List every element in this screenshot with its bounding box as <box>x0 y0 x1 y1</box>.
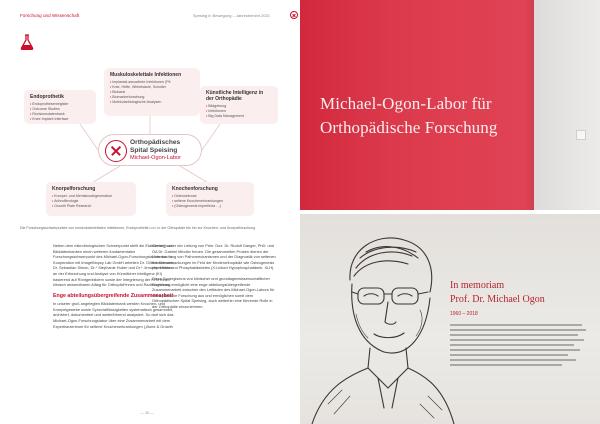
running-header: Spesing in Bewegung – Jahresbericht 2021 <box>192 13 270 18</box>
list-item: • Biobank <box>110 90 194 95</box>
list-item: • seltene Knochenerkrankungen <box>172 199 248 204</box>
photo-lab-sign <box>300 0 600 210</box>
paragraph: In unserer groß angelegten Bilddatenbank werden Knochen- und Knorpelgewebe sowie Synovialflüssigkeiten systematisch gesammelt, archiviert, dokumentiert und weiterführend analysiert. So darf sich das Michael-Ogon-Forschungslabor über eine Zusammenarbeit mit dem Expertisezentrum für seltene Knochenerkrankungen („Bone & Growth <box>53 301 174 329</box>
list-item: • Knie, Hüfte, Wirbelsäule, Schulter <box>110 85 194 90</box>
memoriam-years: 1960 – 2018 <box>450 311 478 317</box>
portrait-drawing <box>308 218 458 424</box>
list-item: • Revisionsdatenbank <box>30 112 90 117</box>
list-item: • Biomarkerforschung <box>110 95 194 100</box>
box-title: Künstliche Intelligenz in der Orthopädie <box>206 90 264 102</box>
box-title: Muskuloskelettale Infektionen <box>110 72 182 78</box>
paragraph: Neben dem mikrobiologischen Schwerpunkt stellt die Etablierung von Bilddatenbanken einen weiteren fundamentalen Forschungsschwerpunkt des Michael-Ogon-Forschungslabors dar. In Kooperation mit ImageBiopsy Lab GmbH arbeiten Dr. Gilbert Schwarz, Dr. Sebastian Simon, Dr.* Stephanie Huber und Dr.* Jennyfer Mitterer an der Erforschung und Analyse von Künstlicher Intelligenz (KI) basierend auf Röntgenbildern sowie der Integrierung der KI in einen klinisch anwendbaren Alltag für Orthopäd*innen und Radiolog*innen. <box>53 243 175 288</box>
memoriam-illegible-text <box>450 324 590 369</box>
hub-line-3: Michael-Ogon-Labor <box>130 155 181 161</box>
research-diagram <box>20 62 282 222</box>
list-item: • Implantat-assoziierte Infektionen (Ptl <box>110 80 194 85</box>
page-number: — 36 — <box>140 411 154 415</box>
list-item: • Knee Implant Interface <box>30 117 90 122</box>
diagram-caption: Die Forschungsschwerpunkte von muskuloskelettalen Infektionen, Endoprothetik u.m. in der Orthopädie bis hin zur Knochen- und Knorpelforschung <box>20 226 256 230</box>
list-item: • (Osteogenesis imperfecta …) <box>172 204 248 209</box>
section-title: Forschung und Wissenschaft <box>20 13 80 18</box>
box-endoprothetik <box>24 90 96 124</box>
list-item: • Arthrofibrologie <box>52 199 130 204</box>
hub-line-1: Orthopädisches <box>130 139 181 146</box>
list-item: • Growth Plate Research <box>52 204 130 209</box>
box-knorpelforschung <box>46 182 136 216</box>
wall-sign-line-2: Orthopädische Forschung <box>320 118 498 137</box>
list-item: • Big Data Management <box>206 114 272 119</box>
ogon-logo-icon <box>105 140 127 162</box>
box-knochenforschung <box>166 182 254 216</box>
hub-orthopaedisches-spital <box>98 134 202 166</box>
paragraph: Center“) unter der Leitung von Prim. Doz. Dr. Rudolf Ganger, PhD. und OA Dr. Gabriel Mindler freuen. Die gesammelten Proben dienen der Untersuchung von Pathomechanismen und der Diagnostik von seltenen Knochenerkrankungen im Feld der Kinderorthopädie wie Osteogenesis imperfecta und Phosphatdiabetes (X-Linked Hypophosphatämie, XLH). <box>152 243 276 271</box>
wall-socket-icon <box>576 130 586 140</box>
photo-memorial-wall <box>300 214 600 424</box>
list-item: • Bildgebung <box>206 104 272 109</box>
paragraph: Diese Synergismus von klinischer und grundlagenwissenschaftlicher Forschung ermöglicht eine enge abteilungsübergreifende Zusammenarbeit zwischen den Leitfaden des Michael-Ogon-Labors für Orthopädische Forschung aus und ermöglichen somit dem Orthopädischen Spital Speising, auch weiterhin eine führende Rolle in der Orthopädie einzunehmen. <box>152 275 275 309</box>
list-item: • Outcome Studies <box>30 107 90 112</box>
box-muskuloskelettale-infektionen <box>104 68 200 116</box>
box-kuenstliche-intelligenz <box>200 86 278 124</box>
memoriam-name: Prof. Dr. Michael Ogon <box>450 294 545 305</box>
list-item: • Knorpel- und Meniskusdegeneration <box>52 194 130 199</box>
wall-sign-line-1: Michael-Ogon-Labor für <box>320 94 492 113</box>
list-item: • Osteonekrose <box>172 194 248 199</box>
list-item: • Endoprothesenregister <box>30 102 90 107</box>
box-title: Knochenforschung <box>172 186 218 192</box>
ogon-logo-icon <box>290 11 298 19</box>
list-item: • Infektionen <box>206 109 272 114</box>
memoriam-title: In memoriam <box>450 280 505 291</box>
subheading: Enge abteilungsübergreifende Zusammenarbeit <box>53 292 174 299</box>
hub-line-2: Spital Speising <box>130 146 178 154</box>
box-title: Knorpelforschung <box>52 186 96 192</box>
flask-icon <box>20 34 34 50</box>
grey-wall <box>534 0 600 210</box>
box-title: Endoprothetik <box>30 94 64 100</box>
text-column-2 <box>152 243 276 310</box>
list-item: • Molekularbiologische Analysen <box>110 100 194 105</box>
